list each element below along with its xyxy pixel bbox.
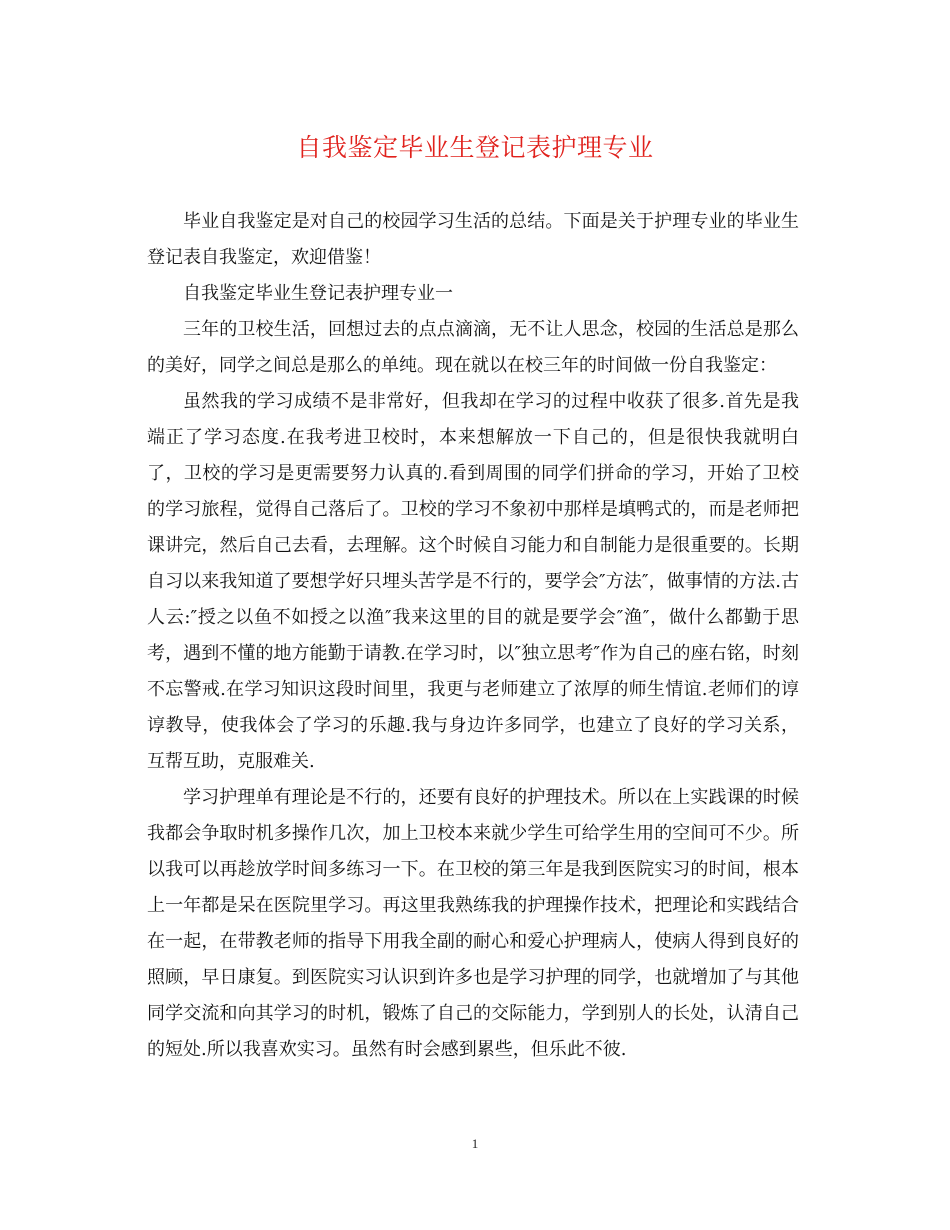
document-body bbox=[147, 204, 799, 1068]
paragraph-intro: 毕业自我鉴定是对自己的校园学习生活的总结。下面是关于护理专业的毕业生登记表自我鉴定，欢迎借鉴！ bbox=[147, 211, 799, 268]
paragraph: 虽然我的学习成绩不是非常好，但我却在学习的过程中收获了很多.首先是我端正了学习态度.在我考进卫校时，本来想解放一下自己的，但是很快我就明白了，卫校的学习是更需要努力认真的.看到周围的同学们拼命的学习，开始了卫校的学习旅程，觉得自己落后了。卫校的学习不象初中那样是填鸭式的，而是老师把课讲完，然后自己去看，去理解。这个时候自习能力和自制能力是很重要的。长期自习以来我知道了要想学好只埋头苦学是不行的，要学会″方法″，做事情的方法.古人云:″授之以鱼不如授之以渔″我来这里的目的就是要学会″渔″，做什么都勤于思考，遇到不懂的地方能勤于请教.在学习时，以″独立思考″作为自己的座右铭，时刻不忘警戒.在学习知识这段时间里，我更与老师建立了浓厚的师生情谊.老师们的谆谆教导，使我体会了学习的乐趣.我与身边许多同学，也建立了良好的学习关系，互帮互助，克服难关. bbox=[147, 391, 799, 772]
page-number: 1 bbox=[471, 1136, 479, 1151]
paragraph: 三年的卫校生活，回想过去的点点滴滴，无不让人思念，校园的生活总是那么的美好，同学之间总是那么的单纯。现在就以在校三年的时间做一份自我鉴定： bbox=[147, 319, 799, 376]
section-heading: 自我鉴定毕业生登记表护理专业一 bbox=[183, 283, 453, 304]
document-title: 自我鉴定毕业生登记表护理专业 bbox=[296, 133, 654, 162]
paragraph: 学习护理单有理论是不行的，还要有良好的护理技术。所以在上实践课的时候我都会争取时机多操作几次，加上卫校本来就少学生可给学生用的空间可不少。所以我可以再趁放学时间多练习一下。在卫校的第三年是我到医院实习的时间，根本上一年都是呆在医院里学习。再这里我熟练我的护理操作技术，把理论和实践结合在一起，在带教老师的指导下用我全副的耐心和爱心护理病人，使病人得到良好的照顾，早日康复。到医院实习认识到许多也是学习护理的同学，也就增加了与其他同学交流和向其学习的时机，锻炼了自己的交际能力，学到别人的长处，认清自己的短处.所以我喜欢实习。虽然有时会感到累些，但乐此不彼. bbox=[147, 787, 799, 1060]
